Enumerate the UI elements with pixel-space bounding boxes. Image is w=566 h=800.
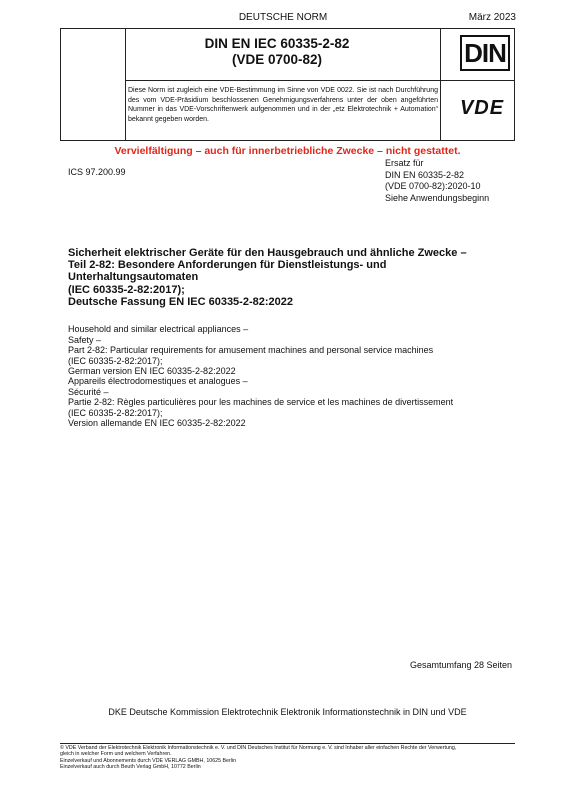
replacement-line: Ersatz für [385, 158, 424, 168]
english-title [68, 324, 513, 377]
english-title-line: Household and similar electrical appliances – [68, 324, 249, 334]
publication-date: März 2023 [468, 12, 516, 23]
english-title-line: German version EN IEC 60335-2-82:2022 [68, 366, 236, 377]
footer-divider [60, 743, 515, 744]
french-title-line: Partie 2-82: Règles particulières pour les machines de service et les machines de divertissement [68, 397, 454, 408]
replacement-line: Siehe Anwendungsbeginn [385, 192, 490, 203]
french-title-line: Appareils électrodomestiques et analogues – [68, 376, 248, 386]
replacement-line: DIN EN 60335-2-82 [385, 169, 465, 180]
footer-line: Einzelverkauf auch durch Beuth Verlag GmbH, 10772 Berlin [60, 764, 201, 771]
french-title [68, 376, 513, 429]
footer-line: © VDE Verband der Elektrotechnik Elektronik Informationstechnik e. V. und DIN Deutsches Institut für Normung e. V. sind Inhaber aller einfachen Rechte der Verwertung, [60, 745, 457, 751]
french-title-line: Sécurité – [68, 386, 109, 397]
english-title-line: Safety – [68, 334, 102, 345]
french-title-line: (IEC 60335-2-82:2017); [68, 407, 163, 418]
vde-logo: VDE [459, 97, 505, 119]
french-title-line: Version allemande EN IEC 60335-2-82:2022 [68, 418, 246, 429]
german-title-line: Sicherheit elektrischer Geräte für den Hausgebrauch und ähnliche Zwecke – [68, 247, 467, 259]
replacement-info [385, 158, 489, 204]
frame-divider-middle [125, 80, 515, 81]
german-title-line: Deutsche Fassung EN IEC 60335-2-82:2022 [68, 295, 293, 308]
german-title [68, 247, 513, 308]
replacement-line: (VDE 0700-82):2020-10 [385, 181, 481, 191]
standard-number-line2: (VDE 0700-82) [231, 52, 323, 67]
standard-number-line1: DIN EN IEC 60335-2-82 [204, 36, 350, 51]
copy-warning: Vervielfältigung – auch für innerbetriebliche Zwecke – nicht gestattet. [114, 145, 461, 157]
german-title-line: Teil 2-82: Besondere Anforderungen für Dienstleistungs- und [68, 259, 387, 272]
frame-divider-right [440, 28, 441, 141]
din-logo [460, 35, 510, 75]
din-logo-text: DIN [460, 35, 510, 71]
vde-notice: Diese Norm ist zugleich eine VDE-Bestimmung im Sinne von VDE 0022. Sie ist nach Durchführung des vom VDE-Präsidium beschlossenen Genehmigungsverfahrens unter der oben angeführten Nummer in das VDE-Vorschriftenwerk aufgenommen und in der „etz Elektrotechnik + Automation“ bekannt gegeben worden. [128, 87, 438, 123]
german-title-line: (IEC 60335-2-82:2017); [68, 283, 185, 296]
footer-legal [60, 745, 520, 771]
english-title-line: Part 2-82: Particular requirements for amusement machines and personal service machines [68, 345, 434, 356]
footer-line: gleich in welcher Form und welchem Verfahren. [60, 751, 172, 758]
footer-line: Einzelverkauf und Abonnements durch VDE VERLAG GMBH, 10625 Berlin [60, 757, 237, 764]
document-type-label: DEUTSCHE NORM [238, 12, 328, 23]
english-title-line: (IEC 60335-2-82:2017); [68, 355, 163, 366]
ics-code: ICS 97.200.99 [68, 167, 126, 177]
german-title-line: Unterhaltungsautomaten [68, 271, 199, 284]
standard-number [125, 36, 429, 68]
committee-name: DKE Deutsche Kommission Elektrotechnik Elektronik Informationstechnik in DIN und VDE [108, 707, 467, 717]
total-pages: Gesamtumfang 28 Seiten [410, 660, 513, 670]
